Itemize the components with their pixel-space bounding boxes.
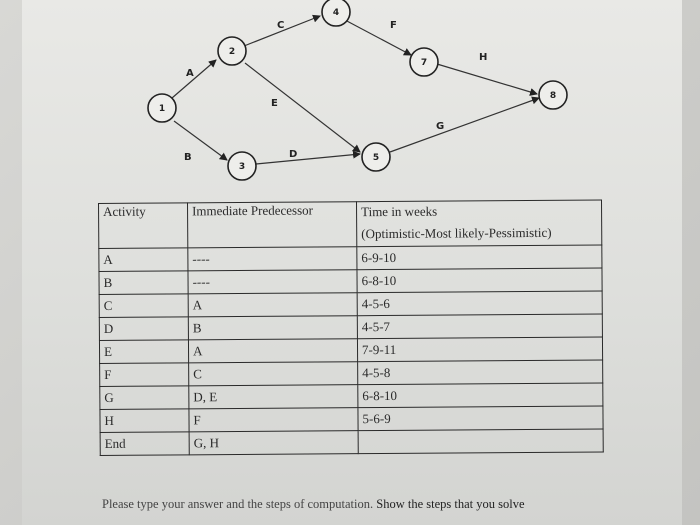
cell-time: 7-9-11 bbox=[357, 337, 602, 362]
edge-e bbox=[245, 63, 360, 152]
edge-label-b: B bbox=[184, 152, 192, 163]
network-diagram bbox=[0, 0, 700, 200]
cell-predecessor: C bbox=[189, 362, 358, 386]
svg-text:5: 5 bbox=[372, 153, 380, 163]
svg-text:2: 2 bbox=[228, 47, 236, 57]
header-predecessor: Immediate Predecessor bbox=[188, 202, 357, 248]
svg-text:4: 4 bbox=[332, 8, 340, 18]
svg-text:3: 3 bbox=[238, 162, 246, 172]
cell-activity: F bbox=[100, 363, 189, 387]
instructions-main: Please type your answer and the steps of computation. bbox=[102, 497, 374, 511]
cell-activity: End bbox=[100, 432, 189, 456]
cell-time bbox=[358, 429, 603, 454]
cell-predecessor: B bbox=[188, 316, 357, 340]
header-activity: Activity bbox=[99, 203, 188, 249]
node-3 bbox=[228, 152, 256, 180]
activity-table bbox=[98, 199, 604, 456]
node-1 bbox=[148, 94, 176, 122]
cell-time: 6-8-10 bbox=[358, 383, 603, 408]
cell-activity: H bbox=[100, 409, 189, 433]
node-5 bbox=[362, 143, 390, 171]
instructions-text bbox=[102, 497, 525, 512]
cell-time: 6-9-10 bbox=[357, 245, 602, 270]
edge-g bbox=[390, 98, 539, 152]
cell-time: 6-8-10 bbox=[357, 268, 602, 293]
edge-label-h: H bbox=[479, 52, 488, 63]
node-4 bbox=[322, 0, 350, 26]
header-time bbox=[356, 200, 601, 247]
cell-predecessor: ---- bbox=[188, 270, 357, 294]
edge-d bbox=[256, 154, 360, 164]
cell-predecessor: G, H bbox=[189, 431, 358, 455]
edge-h bbox=[437, 64, 537, 94]
edge-label-a: A bbox=[186, 68, 194, 79]
cell-predecessor: A bbox=[188, 293, 357, 317]
header-time-line2: (Optimistic-Most likely-Pessimistic) bbox=[361, 224, 552, 242]
edge-b bbox=[174, 121, 227, 160]
cell-activity: G bbox=[100, 386, 189, 410]
cell-time: 4-5-6 bbox=[357, 291, 602, 316]
cell-activity: A bbox=[99, 248, 188, 272]
cell-predecessor: A bbox=[188, 339, 357, 363]
table-header-row bbox=[99, 200, 602, 249]
node-8 bbox=[539, 81, 567, 109]
edge-label-e: E bbox=[271, 98, 278, 109]
edge-f bbox=[345, 20, 411, 55]
cell-predecessor: F bbox=[189, 408, 358, 432]
svg-text:1: 1 bbox=[158, 104, 166, 114]
cell-time: 5-6-9 bbox=[358, 406, 603, 431]
cell-time: 4-5-7 bbox=[357, 314, 602, 339]
table-row bbox=[100, 360, 603, 387]
cell-predecessor: D, E bbox=[189, 385, 358, 409]
table-row bbox=[100, 429, 603, 456]
cell-activity: C bbox=[99, 294, 188, 318]
svg-text:7: 7 bbox=[420, 58, 428, 68]
instructions-emphasis: Show the steps that you solve bbox=[376, 497, 525, 511]
cell-predecessor: ---- bbox=[188, 247, 357, 271]
edge-label-f: F bbox=[390, 20, 397, 31]
node-2 bbox=[218, 37, 246, 65]
header-time-line1: Time in weeks bbox=[361, 203, 438, 220]
svg-text:8: 8 bbox=[549, 91, 557, 101]
edge-a bbox=[172, 60, 216, 98]
edge-label-d: D bbox=[289, 149, 298, 160]
cell-activity: E bbox=[99, 340, 188, 364]
edge-label-g: G bbox=[436, 121, 445, 132]
edge-label-c: C bbox=[277, 20, 285, 31]
cell-activity: D bbox=[99, 317, 188, 341]
cell-time: 4-5-8 bbox=[358, 360, 603, 385]
cell-activity: B bbox=[99, 271, 188, 295]
node-7 bbox=[410, 48, 438, 76]
